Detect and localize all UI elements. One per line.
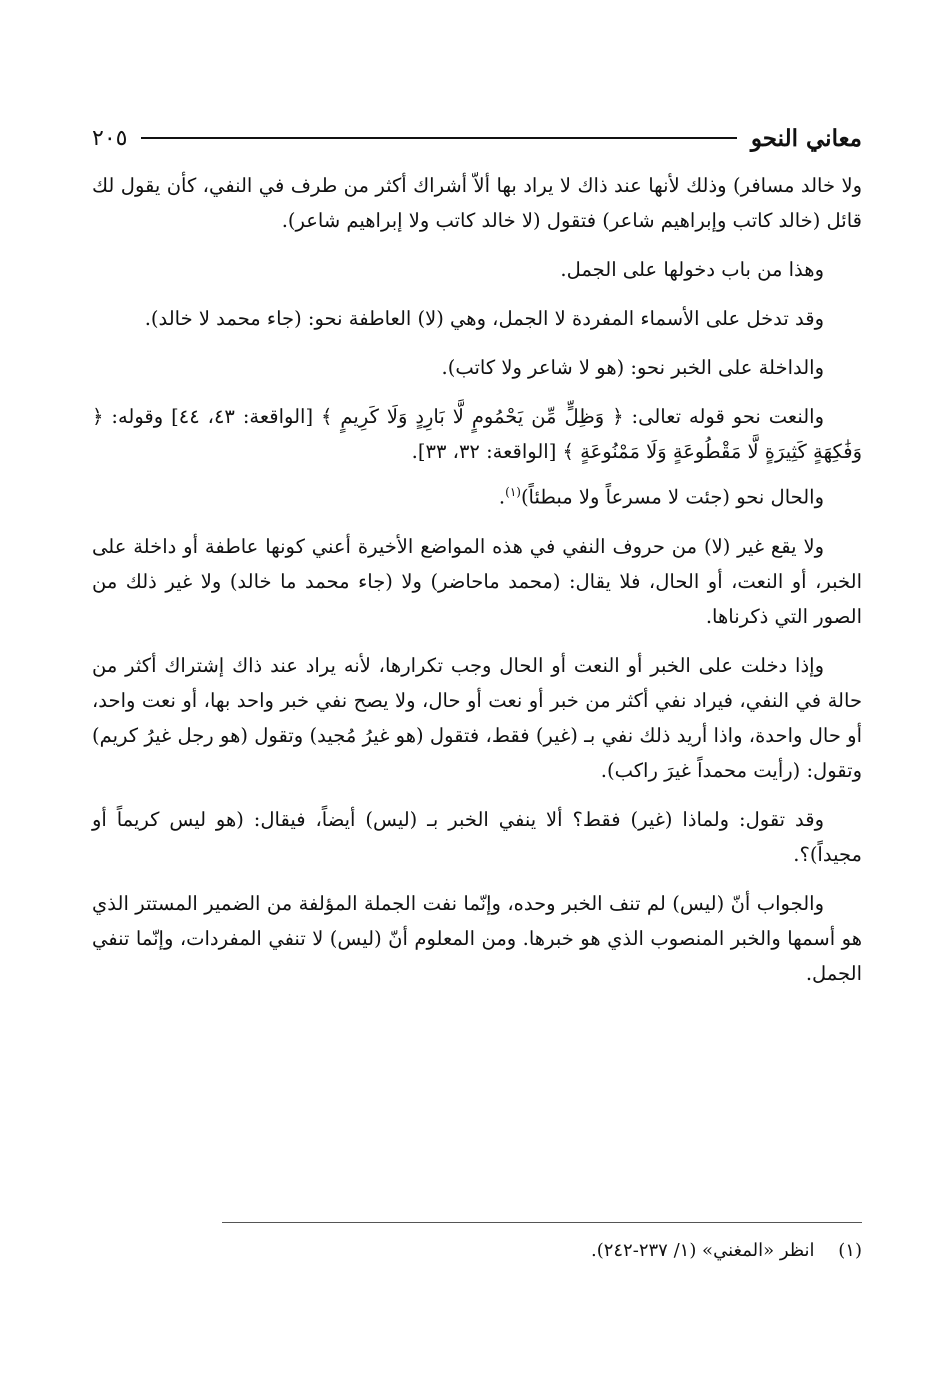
paragraph: وقد تدخل على الأسماء المفردة لا الجمل، وهي (لا) العاطفة نحو: (جاء محمد لا خالد). (144, 307, 824, 330)
paragraph: وقد تقول: ولماذا (غير) فقط؟ ألا ينفي الخبر بـ (ليس) أيضاً، فيقال: (هو ليس كريماً أو مجيداً)؟. (92, 807, 862, 866)
footnote-text: انظر «المغني» (١/ ٢٣٧-٢٤٢). (590, 1240, 815, 1261)
paragraph: والجواب أنّ (ليس) لم تنف الخبر وحده، وإنّما نفت الجملة المؤلفة من الضمير المستتر الذي هو أسمها والخبر المنصوب الذي هو خبرها. ومن المعلوم أنّ (ليس) لا تنفي المفردات، وإنّما تنفي الجمل. (92, 891, 862, 985)
paragraph: والنعت نحو قوله تعالى: ﴿ وَظِلٍّ مِّن يَحْمُومٍ لَّا بَارِدٍ وَلَا كَرِيمٍ ﴾ [الواقعة: ٤٣، ٤٤] وقوله: ﴿ وَفَٰكِهَةٍ كَثِيرَةٍ لَّا مَقْطُوعَةٍ وَلَا مَمْنُوعَةٍ ﴾ [الواقعة: ٣٢، ٣٣]. (92, 405, 862, 463)
page-header (92, 118, 862, 158)
body-text (92, 168, 862, 1005)
paragraph-text: والحال نحو (جئت لا مسرعاً ولا مبطئاً) (520, 485, 824, 509)
document-page (92, 108, 862, 1308)
paragraph: وإذا دخلت على الخبر أو النعت أو الحال وجب تكرارها، لأنه يراد عند ذاك إشتراك أكثر من حالة في النفي، فيراد نفي أكثر من خبر أو نعت أو حال، ولا يصح نفي خبر واحد بها، أو نعت واحد، أو حال واحدة، واذا أريد ذلك نفي بـ (غير) فقط، فتقول (هو غيرُ مُجيد) وتقول (هو رجل غيرُ كريم) وتقول: (رأيت محمداً غيرَ راكب). (92, 653, 862, 782)
paragraph: والحال نحو (جئت لا مسرعاً ولا مبطئاً)$^{(١)}$. (498, 485, 824, 509)
paragraph: والداخلة على الخبر نحو: (هو لا شاعر ولا كاتب). (441, 356, 824, 379)
header-rule (141, 137, 736, 139)
footnote-number: (١) (838, 1240, 862, 1261)
running-title: معاني النحو (750, 124, 862, 152)
footnote (92, 1236, 862, 1266)
footnote-separator (222, 1222, 862, 1223)
paragraph: ولا يقع غير (لا) من حروف النفي في هذه المواضع الأخيرة أعني كونها عاطفة أو داخلة على الخبر، أو النعت، أو الحال، فلا يقال: (محمد ماحاضر) ولا (جاء محمد ما خالد) ولا غير ذلك من الصور التي ذكرناها. (92, 534, 862, 628)
page-number: ٢٠٥ (92, 125, 128, 151)
footnote-marker: (١) (505, 485, 521, 499)
paragraph: ولا خالد مسافر) وذلك لأنها عند ذاك لا يراد بها ألاّ أشراك أكثر من طرف في النفي، كأن يقول لك قائل (خالد كاتب وإبراهيم شاعر) فتقول (لا خالد كاتب ولا إبراهيم شاعر). (92, 174, 862, 232)
paragraph: وهذا من باب دخولها على الجمل. (560, 258, 824, 281)
